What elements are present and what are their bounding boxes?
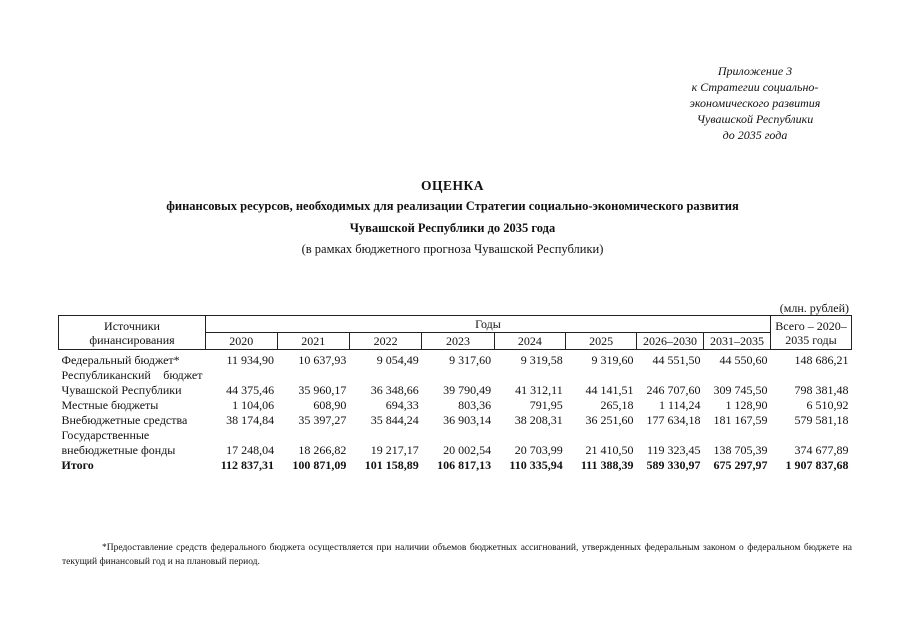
table-cell: 100 871,09	[292, 458, 347, 472]
year-header: 2026–2030	[637, 333, 704, 350]
table-cell: 36 903,14	[443, 413, 492, 427]
document-title: ОЦЕНКА	[420, 178, 485, 193]
year-header: 2031–2035	[704, 333, 771, 350]
document-subtitle-line: финансовых ресурсов, необходимых для реализации Стратегии социально-экономического развития	[166, 199, 739, 213]
table-cell: 608,90	[313, 398, 347, 412]
table-cell: 694,33	[385, 398, 419, 412]
appendix-line: Приложение 3	[717, 64, 793, 78]
year-header: 2023	[422, 333, 494, 350]
table-cell: 11 934,90	[226, 353, 275, 367]
document-note: (в рамках бюджетного прогноза Чувашской Республики)	[301, 242, 604, 256]
table-cell: 18 266,82	[298, 443, 347, 457]
table-cell: 9 319,58	[520, 353, 563, 367]
table-cell: 38 208,31	[514, 413, 563, 427]
table-cell: 111 388,39	[580, 458, 634, 472]
table-cell: 9 054,49	[376, 353, 419, 367]
header-row	[59, 316, 852, 333]
row-name: Внебюджетные средства	[61, 413, 188, 427]
table-cell: 1 104,06	[232, 398, 275, 412]
table-cell: 21 410,50	[585, 443, 634, 457]
table-cell: 44 550,60	[719, 353, 768, 367]
table-cell: 148 686,21	[794, 353, 849, 367]
table-row	[59, 368, 852, 398]
table-cell: 36 348,66	[370, 383, 419, 397]
table-cell: 177 634,18	[646, 413, 701, 427]
table-cell: 798 381,48	[794, 383, 849, 397]
units-label: (млн. рублей)	[779, 301, 849, 315]
year-header: 2020	[206, 333, 278, 350]
table-cell: 9 319,60	[591, 353, 634, 367]
appendix-line: до 2035 года	[722, 128, 788, 142]
table-row	[59, 398, 852, 413]
table-cell: 803,36	[458, 398, 492, 412]
table-cell: 119 323,45	[646, 443, 701, 457]
table-cell: 110 335,94	[509, 458, 563, 472]
row-name: Государственные внебюджетные фонды	[61, 428, 176, 457]
table-cell: 44 141,51	[585, 383, 634, 397]
total-row	[59, 458, 852, 473]
table-cell: 675 297,97	[713, 458, 768, 472]
table-cell: 181 167,59	[713, 413, 768, 427]
table-cell: 101 158,89	[364, 458, 419, 472]
row-name: Федеральный бюджет*	[61, 353, 180, 367]
appendix-reference	[660, 63, 850, 143]
table-cell: 309 745,50	[713, 383, 768, 397]
appendix-line: экономического развития	[689, 96, 821, 110]
table-cell: 1 907 837,68	[785, 458, 849, 472]
table-cell: 1 114,24	[658, 398, 701, 412]
table-row	[59, 350, 852, 369]
table-cell: 38 174,84	[226, 413, 275, 427]
document-subtitle-line: Чувашской Республики до 2035 года	[349, 221, 556, 235]
table-cell: 374 677,89	[794, 443, 849, 457]
table-cell: 36 251,60	[585, 413, 634, 427]
year-header: 2022	[349, 333, 421, 350]
table-cell: 35 844,24	[370, 413, 419, 427]
table-cell: 246 707,60	[646, 383, 701, 397]
table-row	[59, 428, 852, 458]
table-cell: 20 703,99	[514, 443, 563, 457]
table-cell: 35 960,17	[298, 383, 347, 397]
footnote: *Предоставление средств федерального бюджета осуществляется при наличии объемов бюджетных ассигнований, утвержденных федеральным законом о федеральном бюджете на текущий финансовый год и на плановый период.	[62, 543, 852, 567]
table-cell: 39 790,49	[443, 383, 492, 397]
table-row	[59, 413, 852, 428]
header-total: Всего – 2020–2035 годы	[771, 316, 852, 350]
appendix-line: Чувашской Республики	[696, 112, 814, 126]
table-cell: 41 312,11	[515, 383, 563, 397]
table-cell: 112 837,31	[220, 458, 275, 472]
table-cell: 35 397,27	[298, 413, 347, 427]
table-cell: 1 128,90	[725, 398, 768, 412]
financing-table	[58, 315, 852, 473]
header-source: Источники финансирования	[59, 316, 206, 350]
table-cell: 589 330,97	[646, 458, 701, 472]
table-cell: 6 510,92	[806, 398, 849, 412]
row-name: Республиканский бюджет Чувашской Республики	[61, 368, 203, 397]
table-cell: 106 817,13	[437, 458, 492, 472]
table-cell: 20 002,54	[443, 443, 492, 457]
year-header: 2021	[277, 333, 349, 350]
appendix-line: к Стратегии социально-	[691, 80, 819, 94]
table-cell: 19 217,17	[370, 443, 419, 457]
table-cell: 138 705,39	[713, 443, 768, 457]
year-header: 2024	[494, 333, 566, 350]
table-cell: 579 581,18	[794, 413, 849, 427]
table-cell: 44 551,50	[652, 353, 701, 367]
table-cell: 9 317,60	[449, 353, 492, 367]
table-cell: 265,18	[600, 398, 634, 412]
year-header: 2025	[566, 333, 637, 350]
table-cell: 44 375,46	[226, 383, 275, 397]
row-name: Итого	[61, 458, 94, 472]
table-cell: 10 637,93	[298, 353, 347, 367]
document-heading	[0, 177, 905, 259]
table-cell: 791,95	[529, 398, 563, 412]
header-years: Годы	[206, 316, 771, 333]
table-cell: 17 248,04	[226, 443, 275, 457]
row-name: Местные бюджеты	[61, 398, 159, 412]
